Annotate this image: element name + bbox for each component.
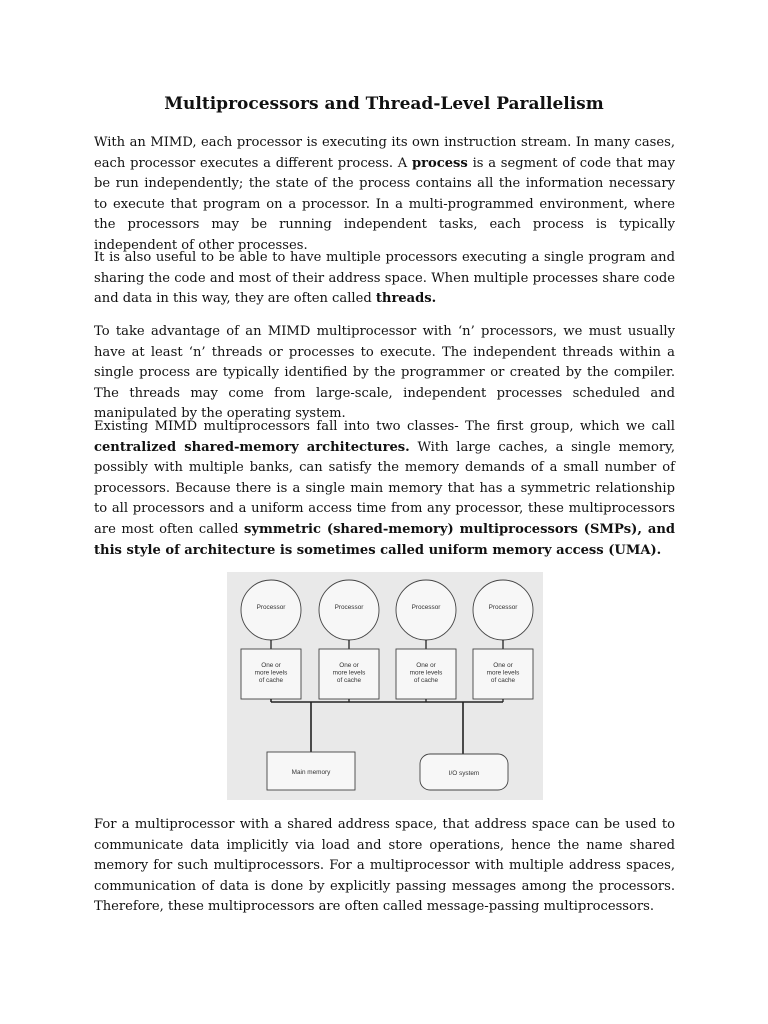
cache-label-line: One or xyxy=(416,662,436,669)
cache-label-line: of cache xyxy=(413,677,439,684)
processor-label: Processor xyxy=(334,604,364,611)
io-system-label: I/O system xyxy=(448,770,480,777)
text-run: With large caches, a single memory, possibly with multiple banks, can satisfy the memory demands of a small number of processors. Because there is a single main memory that has a symmetric relationship to all processors and a uniform access time from any processor, these multiprocessors are most often called xyxy=(94,439,675,537)
cache-label-line: more levels xyxy=(254,669,288,677)
processor-label: Processor xyxy=(411,604,441,611)
cache-label-line: One or xyxy=(261,662,281,669)
cache-label-line: of cache xyxy=(490,677,516,684)
bold-term: threads. xyxy=(375,291,437,307)
text-run: To take advantage of an MIMD multiprocessor with ‘n’ processors, we must usually have at least ‘n’ threads or processes to execute. The independent threads within a single process are typically identified by the programmer or created by the compiler. The threads may come from large-scale, independent processes scheduled and manipulated by the operating system. xyxy=(94,324,675,422)
diagram-svg xyxy=(227,572,543,800)
cache-label-line: more levels xyxy=(332,669,366,677)
main-memory-label: Main memory xyxy=(291,769,331,776)
text-run: is a segment of code that may be run independently; the state of the process contains all the information necessary to execute that program on a processor. In a multi-programmed environment, where the processors may be running independent tasks, each process is typically independent of other processes. xyxy=(94,155,675,253)
processor-label: Processor xyxy=(488,604,518,611)
paragraph-intro xyxy=(94,133,675,257)
cache-label-line: One or xyxy=(339,662,359,669)
text-run: With an MIMD, each processor is executing its own instruction stream. In many cases, each processor executes a different process. A xyxy=(94,135,675,171)
bold-term: process xyxy=(411,155,468,171)
processor-unit-4 xyxy=(473,580,533,702)
paragraph-mimd-threads xyxy=(94,322,675,425)
text-run: Existing MIMD multiprocessors fall into two classes- The first group, which we call xyxy=(94,419,675,434)
processor-unit-2 xyxy=(319,580,379,702)
processor-unit-3 xyxy=(396,580,456,702)
paragraph-address-space xyxy=(94,815,675,918)
cache-label-line: One or xyxy=(493,662,513,669)
cache-label-line: more levels xyxy=(486,669,520,677)
bold-term: symmetric (shared-memory) multiprocessors (SMPs), and this style of architecture is sometimes called uniform memory access (UMA). xyxy=(94,521,675,558)
cache-label-line: more levels xyxy=(409,669,443,677)
document-title: Multiprocessors and Thread-Level Parallelism xyxy=(164,94,604,114)
processor-label: Processor xyxy=(256,604,286,611)
text-run: For a multiprocessor with a shared address space, that address space can be used to communicate data implicitly via load and store operations, hence the name shared memory for such multiprocessors. For a multiprocessor with multiple address spaces, communication of data is done by explicitly passing messages among the processors. Therefore, these multiprocessors are often called message-passing multiprocessors. xyxy=(94,817,675,915)
paragraph-threads xyxy=(94,248,675,310)
cache-label-line: of cache xyxy=(336,677,362,684)
text-run: It is also useful to be able to have multiple processors executing a single program and sharing the code and most of their address space. When multiple processes share code and data in this way, they are often called xyxy=(94,250,675,307)
processor-unit-1 xyxy=(241,580,301,702)
bold-term: centralized shared-memory architectures. xyxy=(94,439,410,455)
smp-architecture-diagram xyxy=(227,572,543,800)
cache-label-line: of cache xyxy=(258,677,284,684)
paragraph-smp-uma xyxy=(94,417,675,561)
